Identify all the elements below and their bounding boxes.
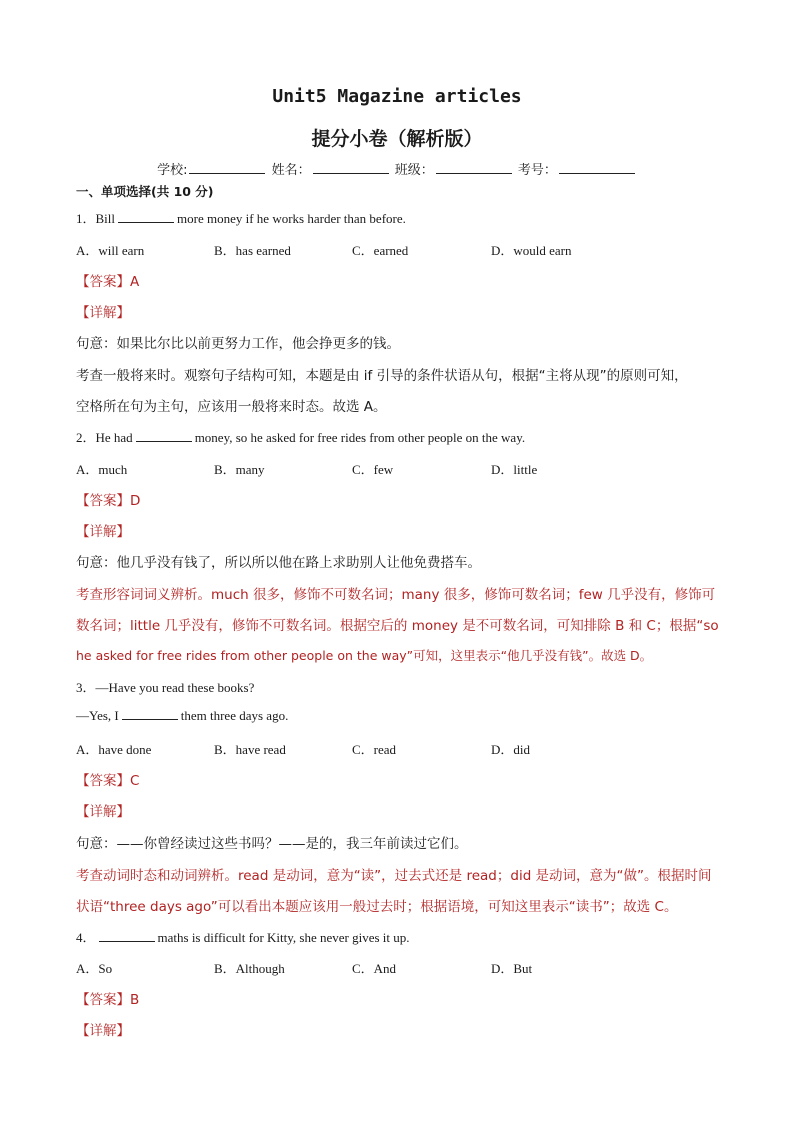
exam-number-label: 考号： [517,163,557,178]
answer-blank [118,211,174,223]
q4-answer: 【答案】B [76,992,140,1008]
q4-option-d: D．But [491,961,533,976]
answer-blank [136,430,192,442]
exam-number-blank [559,161,635,174]
q3-option-d: D．did [491,742,531,757]
q2-analysis-line-3: he asked for free rides from other people on the way”可知，这里表示“他几乎没有钱”。故选 D。 [76,648,653,663]
q2-analysis-line-2: 数名词；little 几乎没有，修饰不可数名词。根据空后的 money 是不可数名词，可知排除 B 和 C；根据“so [76,618,719,634]
q1-meaning: 句意：如果比尔比以前更努力工作，他会挣更多的钱。 [76,336,400,352]
q3-analysis-line-2: 状语“three days ago”可以看出本题应该用一般过去时；根据语境，可知这里表示“读书”；故选 C。 [76,899,678,915]
q1-analysis-line-1: 考查一般将来时。观察句子结构可知，本题是由 if 引导的条件状语从句，根据“主将从现”的原则可知， [76,368,688,384]
q3-option-a: A．have done [76,742,152,757]
q1-analysis-line-2: 空格所在句为主句，应该用一般将来时态。故选 A。 [76,399,387,415]
student-info-row [0,159,794,178]
class-label: 班级： [394,163,434,178]
name-blank [313,161,389,174]
q4-option-a: A．So [76,961,113,976]
q1-option-c: C．earned [352,243,409,258]
q4-option-b: B．Although [214,961,285,976]
question-4-stem: 4． maths is difficult for Kitty, she never gives it up. [76,930,410,945]
q2-answer: 【答案】D [76,493,141,509]
q4-detail-label: 【详解】 [76,1023,130,1039]
q1-answer: 【答案】A [76,274,140,290]
q3-option-c: C．read [352,742,397,757]
q1-option-d: D．would earn [491,243,572,258]
answer-blank [122,708,178,720]
q2-analysis-line-1: 考查形容词词义辨析。much 很多，修饰不可数名词；many 很多，修饰可数名词；few 几乎没有，修饰可 [76,587,716,603]
q3-detail-label: 【详解】 [76,804,130,820]
q3-meaning: 句意：——你曾经读过这些书吗？——是的，我三年前读过它们。 [76,836,468,852]
name-label: 姓名： [271,163,311,178]
q3-analysis-line-1: 考查动词时态和动词辨析。read 是动词，意为“读”，过去式还是 read；did 是动词，意为“做”。根据时间 [76,868,712,884]
q3-option-b: B．have read [214,742,286,757]
q2-option-c: C．few [352,462,394,477]
class-blank [436,161,512,174]
answer-blank [99,930,155,942]
q2-detail-label: 【详解】 [76,524,130,540]
section-title: 一、单项选择(共 10 分) [76,184,214,199]
q2-option-a: A．much [76,462,128,477]
q2-option-d: D．little [491,462,538,477]
q2-option-b: B．many [214,462,265,477]
question-3-stem-line-2: —Yes, I them three days ago. [76,708,289,723]
document-title: Unit5 Magazine articles [272,86,522,107]
question-2-stem: 2．He had money, so he asked for free rides from other people on the way. [76,430,526,445]
q1-detail-label: 【详解】 [76,305,130,321]
q4-option-c: C．And [352,961,397,976]
document-subtitle: 提分小卷（解析版） [311,128,483,150]
q1-option-a: A．will earn [76,243,145,258]
q3-answer: 【答案】C [76,773,140,789]
q2-meaning: 句意：他几乎没有钱了，所以所以他在路上求助别人让他免费搭车。 [76,555,481,571]
question-3-stem-line-1: 3．—Have you read these books? [76,680,255,695]
school-label: 学校: [157,163,188,178]
question-1-stem: 1．Bill more money if he works harder than before. [76,211,406,226]
school-blank [189,161,265,174]
q1-option-b: B．has earned [214,243,291,258]
